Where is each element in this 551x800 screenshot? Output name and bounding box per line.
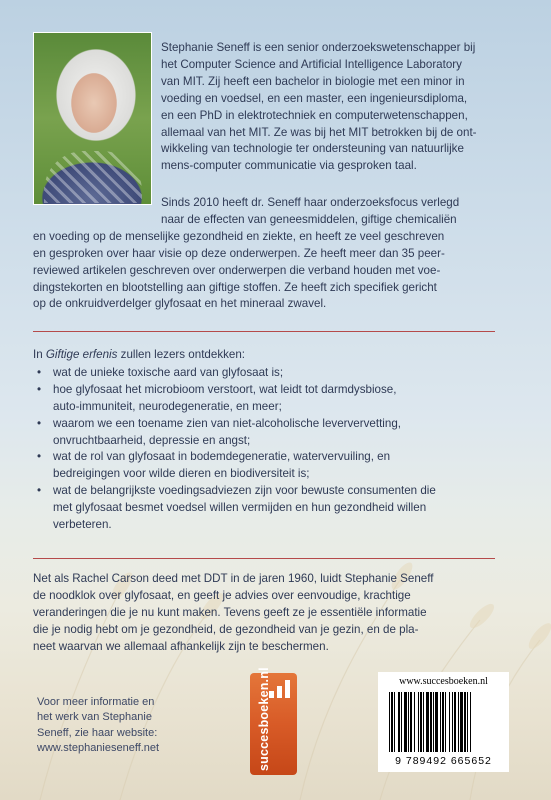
barcode-bar	[408, 692, 409, 752]
barcode-bar	[464, 692, 466, 752]
barcode-bar	[420, 692, 422, 752]
list-item-line: met glyfosaat besmet voedsel willen vermijden en hun gezondheid willen	[53, 501, 427, 515]
list-item	[33, 382, 523, 416]
list-item-line: • hoe glyfosaat het microbioom verstoort, wat leidt tot darmdysbiose,	[53, 382, 397, 396]
list-item-line: auto-immuniteit, neurodegeneratie, en meer;	[53, 399, 282, 413]
website-link[interactable]: www.stephanieseneff.net	[37, 742, 160, 755]
more-info-line: het werk van Stephanie	[37, 711, 152, 724]
barcode-bar	[394, 692, 395, 752]
bio-paragraph-1	[161, 40, 523, 175]
publisher-url: www.succesboeken.nl	[399, 676, 488, 687]
barcode-bar	[445, 692, 446, 752]
bio-line: dingstekorten en blootstelling aan giftige stoffen. Ze heeft zich specifiek gericht	[33, 280, 437, 294]
barcode-bar	[426, 692, 429, 752]
barcode-bar	[449, 692, 450, 752]
barcode-bar	[454, 692, 456, 752]
list-item-line: • wat de rol van glyfosaat in bodemdegeneratie, watervervuiling, en	[53, 450, 391, 464]
more-info	[37, 695, 177, 757]
discover-section	[33, 347, 523, 534]
barcode-bar	[391, 692, 393, 752]
more-info-line: Voor meer informatie en	[37, 696, 155, 708]
bio-line: en gesproken over haar visie op deze onderwerpen. Ze heeft meer dan 35 peer-	[33, 246, 445, 260]
barcode-bar	[430, 692, 432, 752]
intro-suffix: zullen lezers ontdekken:	[117, 348, 246, 361]
list-item	[33, 483, 523, 534]
closing-line: veranderingen die je nu kunt maken. Tevens geeft ze je essentiële informatie	[33, 605, 427, 619]
bio-line: voeding en voedsel, en een master, een ingenieursdiploma,	[161, 91, 468, 105]
barcode-bar	[389, 692, 390, 752]
bio-line: reviewed artikelen geschreven over onderwerpen die verband houden met voe-	[33, 263, 441, 277]
barcode-bar	[410, 692, 412, 752]
barcode-bar	[433, 692, 434, 752]
bio-line: Sinds 2010 heeft dr. Seneff haar onderzoeksfocus verlegd	[161, 196, 460, 209]
barcode-bar	[467, 692, 468, 752]
list-item-line: onvruchtbaarheid, depressie en angst;	[53, 433, 251, 447]
intro-prefix: In	[33, 348, 46, 361]
more-info-line: Seneff, zie haar website:	[37, 726, 158, 739]
bio-line: en een PhD in elektrotechniek en computerwetenschappen,	[161, 108, 468, 122]
barcode-bar	[398, 692, 400, 752]
discover-intro	[33, 347, 523, 364]
book-title: Giftige erfenis	[45, 348, 118, 361]
closing-paragraph	[33, 571, 523, 656]
barcode-bar	[452, 692, 453, 752]
bio-line: mens-computer communicatie via gesproken taal.	[161, 159, 417, 173]
barcode-bar	[440, 692, 441, 752]
list-item-line: bedreigingen voor wilde dieren en biodiversiteit is;	[53, 467, 310, 481]
logo-text: succesboeken.nl	[257, 667, 271, 771]
list-item-line: • wat de belangrijkste voedingsadviezen zijn voor bewuste consumenten die	[53, 484, 436, 498]
barcode-bar	[418, 692, 419, 752]
bio-line: van MIT. Zij heeft een bachelor in biologie met een minor in	[161, 74, 465, 88]
bio-line: wikkeling van technologie ter ondersteuning van natuurlijke	[161, 142, 464, 156]
barcode-bar	[435, 692, 438, 752]
isbn-number: 9 789492 665652	[395, 755, 492, 767]
isbn-barcode	[387, 692, 500, 754]
list-item	[33, 449, 523, 483]
closing-line: die je nodig hebt om je gezondheid, de gezondheid van je gezin, en de pla-	[33, 622, 419, 636]
barcode-bar	[458, 692, 459, 752]
list-item-line: • waarom we een toename zien van niet-alcoholische leververvetting,	[53, 416, 401, 430]
bio-line: Stephanie Seneff is een senior onderzoekswetenschapper bij	[161, 41, 476, 54]
discover-list	[33, 365, 523, 534]
author-photo	[33, 32, 152, 205]
bio-line: allemaal van het MIT. Ze was bij het MIT betrokken bij de ont-	[161, 125, 477, 139]
bio-line: naar de effecten van geneesmiddelen, giftige chemicaliën	[161, 212, 457, 226]
barcode-bar	[404, 692, 407, 752]
list-item-line: • wat de unieke toxische aard van glyfosaat is;	[53, 365, 284, 379]
barcode-bar	[414, 692, 415, 752]
divider-top	[33, 331, 495, 332]
closing-line: de noodklok over glyfosaat, en geeft je advies over eenvoudige, krachtige	[33, 588, 411, 602]
bio-line: en voeding op de menselijke gezondheid en ziekte, en heeft ze veel geschreven	[33, 229, 445, 243]
logo-bars-icon	[269, 680, 291, 698]
barcode-bar	[401, 692, 402, 752]
list-item-line: verbeteren.	[53, 518, 112, 532]
divider-bottom	[33, 558, 495, 559]
bio-paragraph-2	[33, 195, 523, 313]
bio-line: op de onkruidverdelger glyfosaat en het mineraal zwavel.	[33, 297, 327, 311]
barcode-bar	[460, 692, 463, 752]
barcode-panel	[378, 672, 509, 772]
list-item	[33, 365, 523, 382]
closing-line: Net als Rachel Carson deed met DDT in de jaren 1960, luidt Stephanie Seneff	[33, 572, 434, 585]
barcode-bar	[442, 692, 444, 752]
closing-line: neet waarvan we allemaal afhankelijk zijn te beschermen.	[33, 639, 329, 653]
publisher-logo	[250, 667, 297, 775]
list-item	[33, 416, 523, 450]
barcode-bar	[470, 692, 471, 752]
bio-line: het Computer Science and Artificial Intelligence Laboratory	[161, 57, 462, 71]
barcode-bar	[423, 692, 424, 752]
